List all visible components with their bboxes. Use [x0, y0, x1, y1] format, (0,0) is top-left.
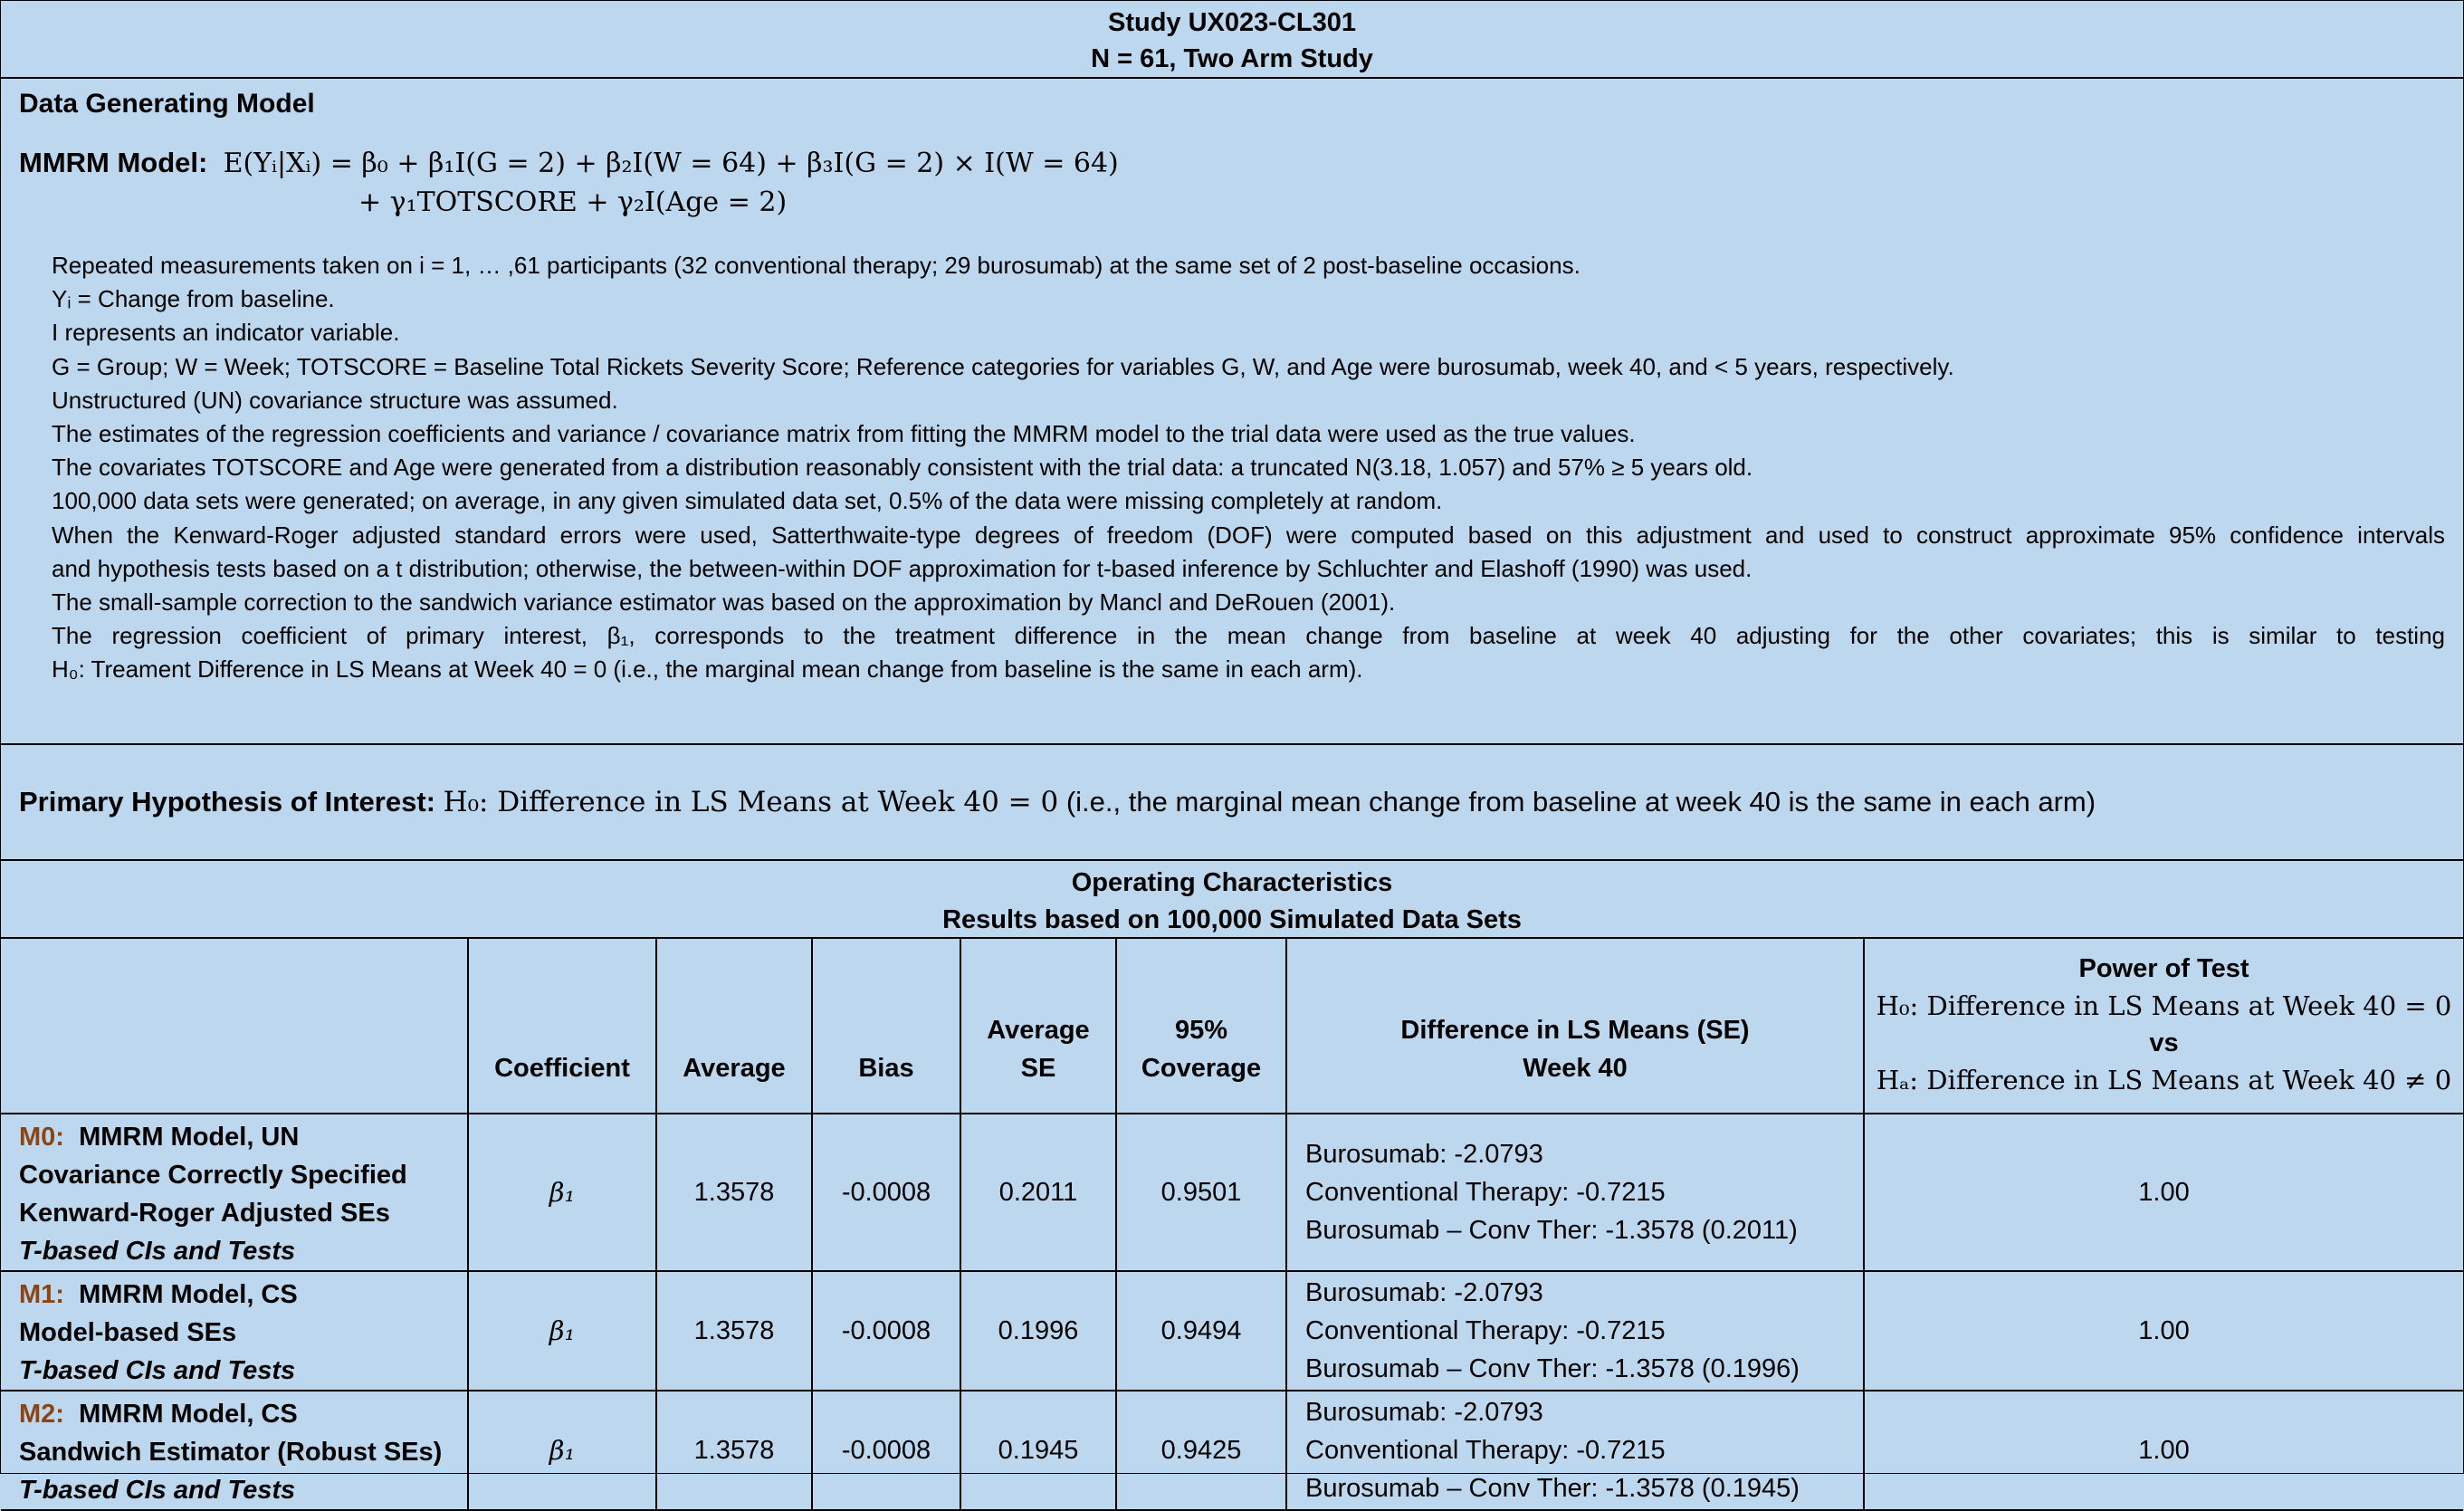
- note-line: Yᵢ = Change from baseline.: [52, 285, 335, 313]
- diff-line: Burosumab – Conv Ther: -1.3578 (0.1996): [1305, 1354, 1800, 1383]
- model-line: MMRM Model, CS: [79, 1400, 298, 1429]
- average-cell: 1.3578: [656, 1391, 812, 1510]
- average-header: Average: [656, 939, 812, 1114]
- note-line: Repeated measurements taken on i = 1, … ,61 participants (32 conventional therapy; 29 burosumab) at the same set of 2 post-baseline occasions.: [52, 252, 1581, 279]
- study-subtitle: N = 61, Two Arm Study: [1091, 44, 1373, 73]
- coverage-cell: 0.9494: [1116, 1271, 1286, 1391]
- note-line: H₀: Treament Difference in LS Means at Week 40 = 0 (i.e., the marginal mean change from baseline is the same in each arm).: [52, 655, 1363, 684]
- power-cell: 1.00: [1864, 1114, 2463, 1271]
- coefficient-cell: β₁: [468, 1391, 656, 1510]
- power-header-l4: Hₐ: Difference in LS Means at Week 40 ≠ 0: [1876, 1065, 2452, 1095]
- average-se-header-l1: Average: [987, 1016, 1090, 1045]
- difference-cell: [1286, 1271, 1864, 1391]
- mmrm-equation: [19, 144, 2445, 222]
- oc-title: Operating Characteristics: [1071, 868, 1393, 897]
- coverage-header-l2: Coverage: [1141, 1054, 1262, 1083]
- diff-line: Conventional Therapy: -0.7215: [1305, 1178, 1666, 1207]
- power-header-l3: vs: [2149, 1028, 2179, 1057]
- coverage-header: [1116, 939, 1286, 1114]
- model-notes: [19, 249, 2445, 687]
- mmrm-label: MMRM Model:: [19, 147, 208, 178]
- coverage-header-l1: 95%: [1174, 1016, 1228, 1045]
- diff-line: Burosumab – Conv Ther: -1.3578 (0.1945): [1305, 1474, 1800, 1503]
- hypothesis-text: (i.e., the marginal mean change from baseline at week 40 is the same in each arm): [1065, 786, 2096, 818]
- bias-header: Bias: [812, 939, 960, 1114]
- average-cell: 1.3578: [656, 1114, 812, 1271]
- note-line: The small-sample correction to the sandwich variance estimator was based on the approximation by Mancl and DeRouen (2001).: [52, 588, 1396, 617]
- note-line: The regression coefficient of primary interest, β₁, corresponds to the treatment difference in the mean change from baseline at week 40 adjusting for the other covariates; this is similar to testing: [52, 622, 2445, 650]
- table-row: [1, 1271, 2463, 1391]
- difference-header: [1286, 939, 1864, 1114]
- hypothesis-label: Primary Hypothesis of Interest:: [19, 786, 435, 818]
- power-cell: 1.00: [1864, 1391, 2463, 1510]
- bias-cell: -0.0008: [812, 1114, 960, 1271]
- coverage-cell: 0.9501: [1116, 1114, 1286, 1271]
- model-cell: [1, 1391, 468, 1510]
- model-line: Model-based SEs: [19, 1318, 237, 1347]
- table-row: [1, 1114, 2463, 1271]
- note-line: The estimates of the regression coefficients and variance / covariance matrix from fitting the MMRM model to the trial data were used as the true values.: [52, 420, 1636, 448]
- model-key: M2:: [19, 1400, 64, 1429]
- diff-line: Burosumab – Conv Ther: -1.3578 (0.2011): [1305, 1216, 1798, 1245]
- power-header: [1864, 939, 2463, 1114]
- average-se-header-l2: SE: [1020, 1054, 1056, 1083]
- coverage-cell: 0.9425: [1116, 1391, 1286, 1510]
- model-line: Sandwich Estimator (Robust SEs): [19, 1438, 443, 1467]
- bias-cell: -0.0008: [812, 1391, 960, 1510]
- note-line: 100,000 data sets were generated; on average, in any given simulated data set, 0.5% of the data were missing completely at random.: [52, 487, 1443, 515]
- results-table: [1, 939, 2463, 1511]
- note-line: When the Kenward-Roger adjusted standard errors were used, Satterthwaite-type degrees of freedom (DOF) were computed based on this adjustment and used to construct approximate 95% confidence intervals: [52, 521, 2445, 549]
- average-se-cell: 0.2011: [960, 1114, 1116, 1271]
- power-header-l1: Power of Test: [2078, 954, 2249, 983]
- table-header-row: [1, 939, 2463, 1114]
- note-line: and hypothesis tests based on a t distribution; otherwise, the between-within DOF approximation for t-based inference by Schluchter and Elashoff (1990) was used.: [52, 554, 1752, 582]
- power-header-l2: H₀: Difference in LS Means at Week 40 = 0: [1876, 990, 2452, 1021]
- primary-hypothesis: [1, 745, 2463, 861]
- model-cell: [1, 1271, 468, 1391]
- oc-subtitle: Results based on 100,000 Simulated Data Sets: [942, 905, 1522, 934]
- model-line: T-based CIs and Tests: [19, 1476, 296, 1505]
- note-line: The covariates TOTSCORE and Age were generated from a distribution reasonably consistent with the trial data: a truncated N(3.18, 1.057) and 57% ≥ 5 years old.: [52, 454, 1753, 482]
- model-line: T-based CIs and Tests: [19, 1356, 296, 1385]
- average-se-cell: 0.1945: [960, 1391, 1116, 1510]
- dgm-title: Data Generating Model: [19, 89, 315, 119]
- diff-line: Conventional Therapy: -0.7215: [1305, 1436, 1666, 1465]
- model-line: Covariance Correctly Specified: [19, 1161, 407, 1190]
- model-line: Kenward-Roger Adjusted SEs: [19, 1199, 390, 1228]
- note-line: G = Group; W = Week; TOTSCORE = Baseline Total Rickets Severity Score; Reference categories for variables G, W, and Age were burosumab, week 40, and < 5 years, respectively.: [52, 352, 1954, 380]
- diff-line: Conventional Therapy: -0.7215: [1305, 1316, 1666, 1345]
- operating-characteristics-header: [1, 861, 2463, 939]
- model-line: MMRM Model, CS: [79, 1280, 298, 1309]
- diff-line: Burosumab: -2.0793: [1305, 1140, 1543, 1169]
- diff-line: Burosumab: -2.0793: [1305, 1278, 1543, 1307]
- study-title: Study UX023-CL301: [1108, 8, 1356, 37]
- coefficient-header: Coefficient: [468, 939, 656, 1114]
- mmrm-eq-line2: + γ₁TOTSCORE + γ₂I(Age = 2): [358, 186, 788, 218]
- coefficient-cell: β₁: [468, 1271, 656, 1391]
- difference-cell: [1286, 1114, 1864, 1271]
- average-se-cell: 0.1996: [960, 1271, 1116, 1391]
- mmrm-eq-line1: E(Yᵢ|Xᵢ) = β₀ + β₁I(G = 2) + β₂I(W = 64) + β₃I(G = 2) × I(W = 64): [223, 148, 1119, 179]
- table-row: [1, 1391, 2463, 1510]
- model-cell: [1, 1114, 468, 1271]
- model-column-header: [1, 939, 468, 1114]
- study-header: [1, 1, 2463, 79]
- model-key: M0:: [19, 1123, 64, 1152]
- note-line: I represents an indicator variable.: [52, 319, 400, 347]
- difference-header-l2: Week 40: [1523, 1054, 1628, 1083]
- coefficient-cell: β₁: [468, 1114, 656, 1271]
- data-generating-model-section: [1, 79, 2463, 745]
- diff-line: Burosumab: -2.0793: [1305, 1398, 1543, 1427]
- difference-header-l1: Difference in LS Means (SE): [1400, 1016, 1750, 1045]
- bias-cell: -0.0008: [812, 1271, 960, 1391]
- difference-cell: [1286, 1391, 1864, 1510]
- model-key: M1:: [19, 1280, 64, 1309]
- average-cell: 1.3578: [656, 1271, 812, 1391]
- model-line: T-based CIs and Tests: [19, 1237, 296, 1266]
- hypothesis-formula: H₀: Difference in LS Means at Week 40 = 0: [443, 786, 1059, 818]
- average-se-header: [960, 939, 1116, 1114]
- note-line: Unstructured (UN) covariance structure was assumed.: [52, 386, 618, 414]
- model-line: MMRM Model, UN: [79, 1123, 300, 1152]
- power-cell: 1.00: [1864, 1271, 2463, 1391]
